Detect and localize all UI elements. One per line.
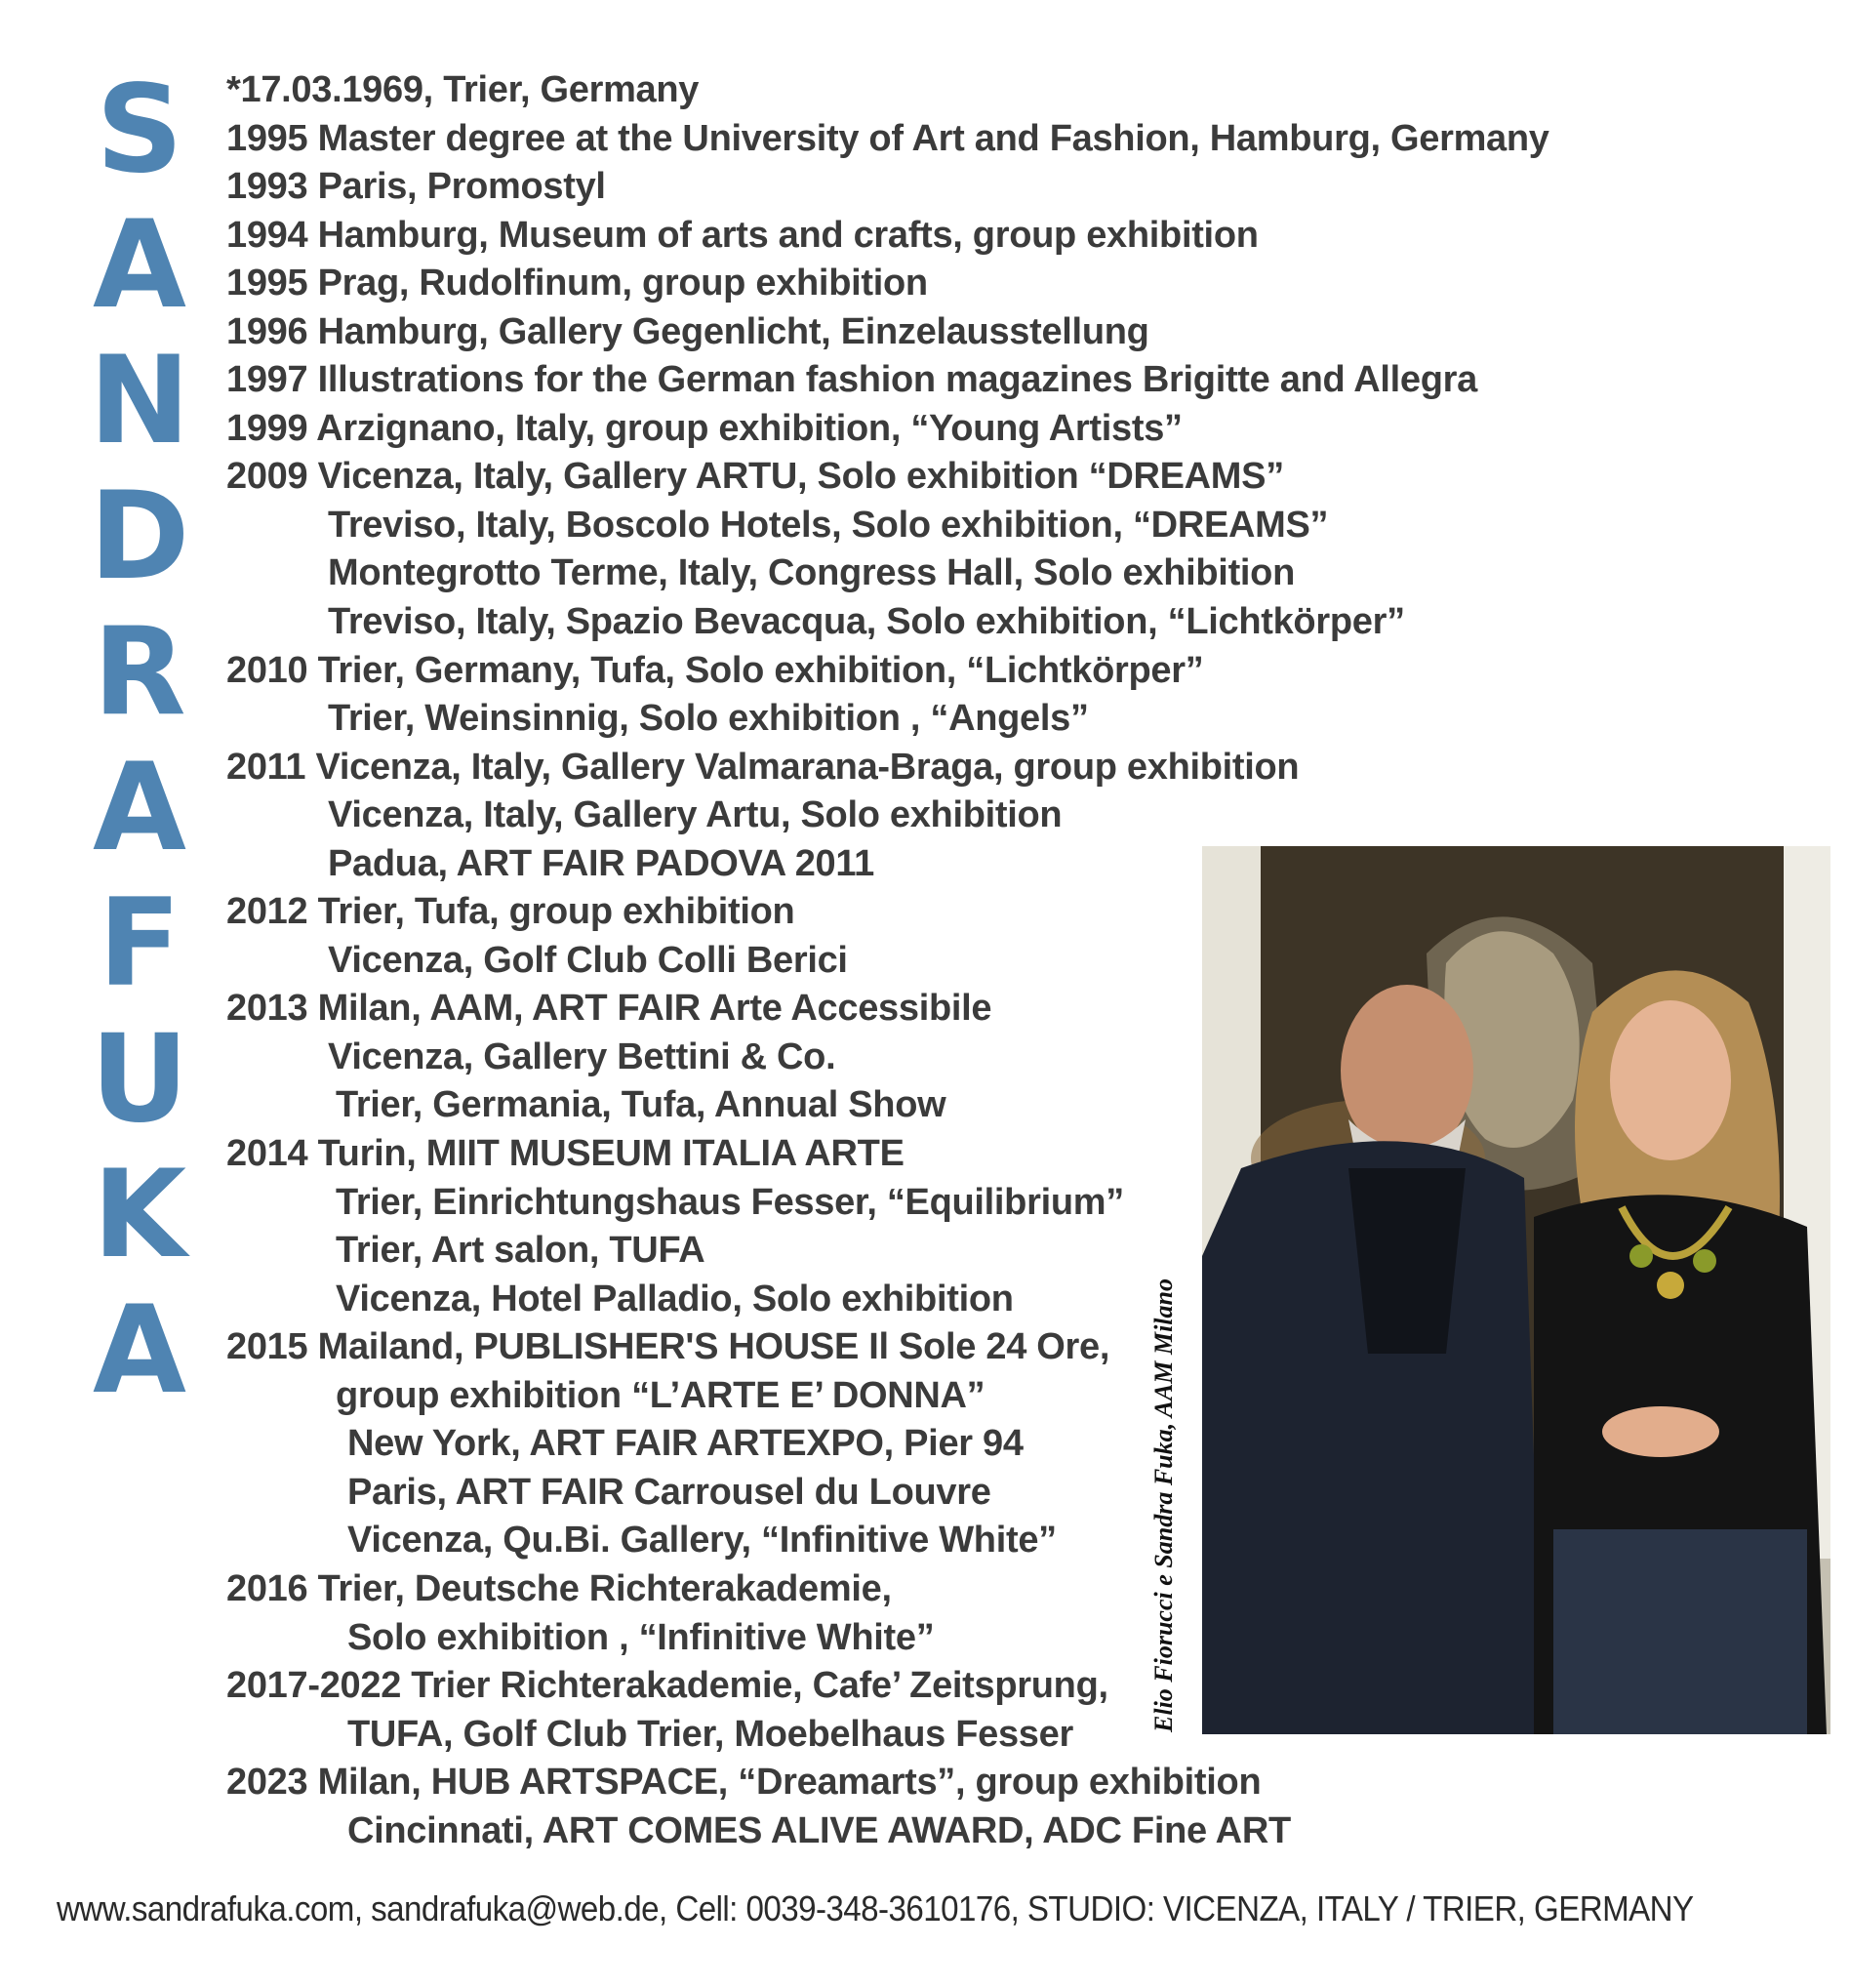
name-letter: K (92, 1145, 187, 1285)
name-letter: A (93, 1280, 186, 1421)
cv-line: 2016 Trier, Deutsche Richterakademie, (226, 1567, 892, 1609)
cv-line: 2011 Vicenza, Italy, Gallery Valmarana-Braga, group exhibition (226, 746, 1300, 788)
cv-line: group exhibition “L’ARTE E’ DONNA” (336, 1374, 985, 1416)
cv-line: Padua, ART FAIR PADOVA 2011 (328, 842, 874, 884)
photo-caption: Elio Fiorucci e Sandra Fuka, AAM Milano (1149, 1278, 1178, 1732)
cv-line: Vicenza, Golf Club Colli Berici (328, 939, 848, 981)
cv-line: Vicenza, Qu.Bi. Gallery, “Infinitive White” (347, 1520, 1057, 1562)
cv-line: Paris, ART FAIR Carrousel du Louvre (347, 1471, 991, 1513)
cv-line: Trier, Weinsinnig, Solo exhibition , “Angels” (328, 698, 1089, 740)
cv-line: 2010 Trier, Germany, Tufa, Solo exhibition, “Lichtkörper” (226, 649, 1204, 691)
cv-line: 1995 Prag, Rudolfinum, group exhibition (226, 263, 928, 304)
name-letter: S (96, 60, 183, 200)
cv-line: 1997 Illustrations for the German fashion magazines Brigitte and Allegra (226, 359, 1477, 401)
cv-line: 2017-2022 Trier Richterakademie, Cafe’ Zeitsprung, (226, 1665, 1108, 1707)
cv-line: Solo exhibition , “Infinitive White” (347, 1616, 935, 1658)
name-letter: R (93, 602, 186, 743)
cv-line: TUFA, Golf Club Trier, Moebelhaus Fesser (347, 1713, 1073, 1755)
cv-line: Treviso, Italy, Spazio Bevacqua, Solo exhibition, “Lichtkörper” (328, 601, 1405, 643)
name-letter: A (93, 738, 186, 878)
cv-line: 1995 Master degree at the University of Art and Fashion, Hamburg, Germany (226, 117, 1549, 159)
name-letter: A (93, 195, 186, 336)
name-letter: U (90, 1009, 189, 1150)
cv-line: 2009 Vicenza, Italy, Gallery ARTU, Solo exhibition “DREAMS” (226, 456, 1284, 498)
photo-figures (1202, 846, 1830, 1734)
vertical-name-sandra-fuka (91, 62, 188, 1419)
name-letter: N (89, 331, 190, 471)
cv-line: 2014 Turin, MIIT MUSEUM ITALIA ARTE (226, 1133, 905, 1175)
cv-line: 1999 Arzignano, Italy, group exhibition, “Young Artists” (226, 407, 1183, 449)
cv-line: New York, ART FAIR ARTEXPO, Pier 94 (347, 1423, 1024, 1465)
cv-line: 2012 Trier, Tufa, group exhibition (226, 891, 795, 933)
cv-line: 1996 Hamburg, Gallery Gegenlicht, Einzelausstellung (226, 310, 1149, 352)
cv-line: 2015 Mailand, PUBLISHER'S HOUSE Il Sole 24 Ore, (226, 1326, 1110, 1368)
footer-contact: www.sandrafuka.com, sandrafuka@web.de, Cell: 0039-348-3610176, STUDIO: VICENZA, ITALY / TRIER, GERMANY (57, 1888, 1694, 1928)
cv-line: 1994 Hamburg, Museum of arts and crafts, group exhibition (226, 214, 1259, 256)
cv-line: 1993 Paris, Promostyl (226, 166, 606, 208)
cv-line: Montegrotto Terme, Italy, Congress Hall, Solo exhibition (328, 552, 1295, 594)
cv-line: Vicenza, Italy, Gallery Artu, Solo exhibition (328, 794, 1063, 836)
name-letter: F (98, 873, 181, 1014)
cv-line: Vicenza, Gallery Bettini & Co. (328, 1035, 836, 1077)
cv-line: Vicenza, Hotel Palladio, Solo exhibition (336, 1278, 1014, 1319)
cv-line: 2023 Milan, HUB ARTSPACE, “Dreamarts”, group exhibition (226, 1762, 1262, 1804)
cv-line: Treviso, Italy, Boscolo Hotels, Solo exhibition, “DREAMS” (328, 504, 1329, 546)
cv-line: 2013 Milan, AAM, ART FAIR Arte Accessibile (226, 988, 992, 1030)
name-letter: D (89, 467, 190, 607)
cv-line: *17.03.1969, Trier, Germany (226, 69, 700, 110)
cv-line: Trier, Art salon, TUFA (336, 1230, 705, 1272)
photo-elio-fiorucci-sandra-fuka (1202, 846, 1830, 1734)
cv-line: Cincinnati, ART COMES ALIVE AWARD, ADC Fine ART (347, 1809, 1291, 1851)
cv-line: Trier, Germania, Tufa, Annual Show (336, 1084, 946, 1126)
cv-line: Trier, Einrichtungshaus Fesser, “Equilibrium” (336, 1181, 1124, 1223)
